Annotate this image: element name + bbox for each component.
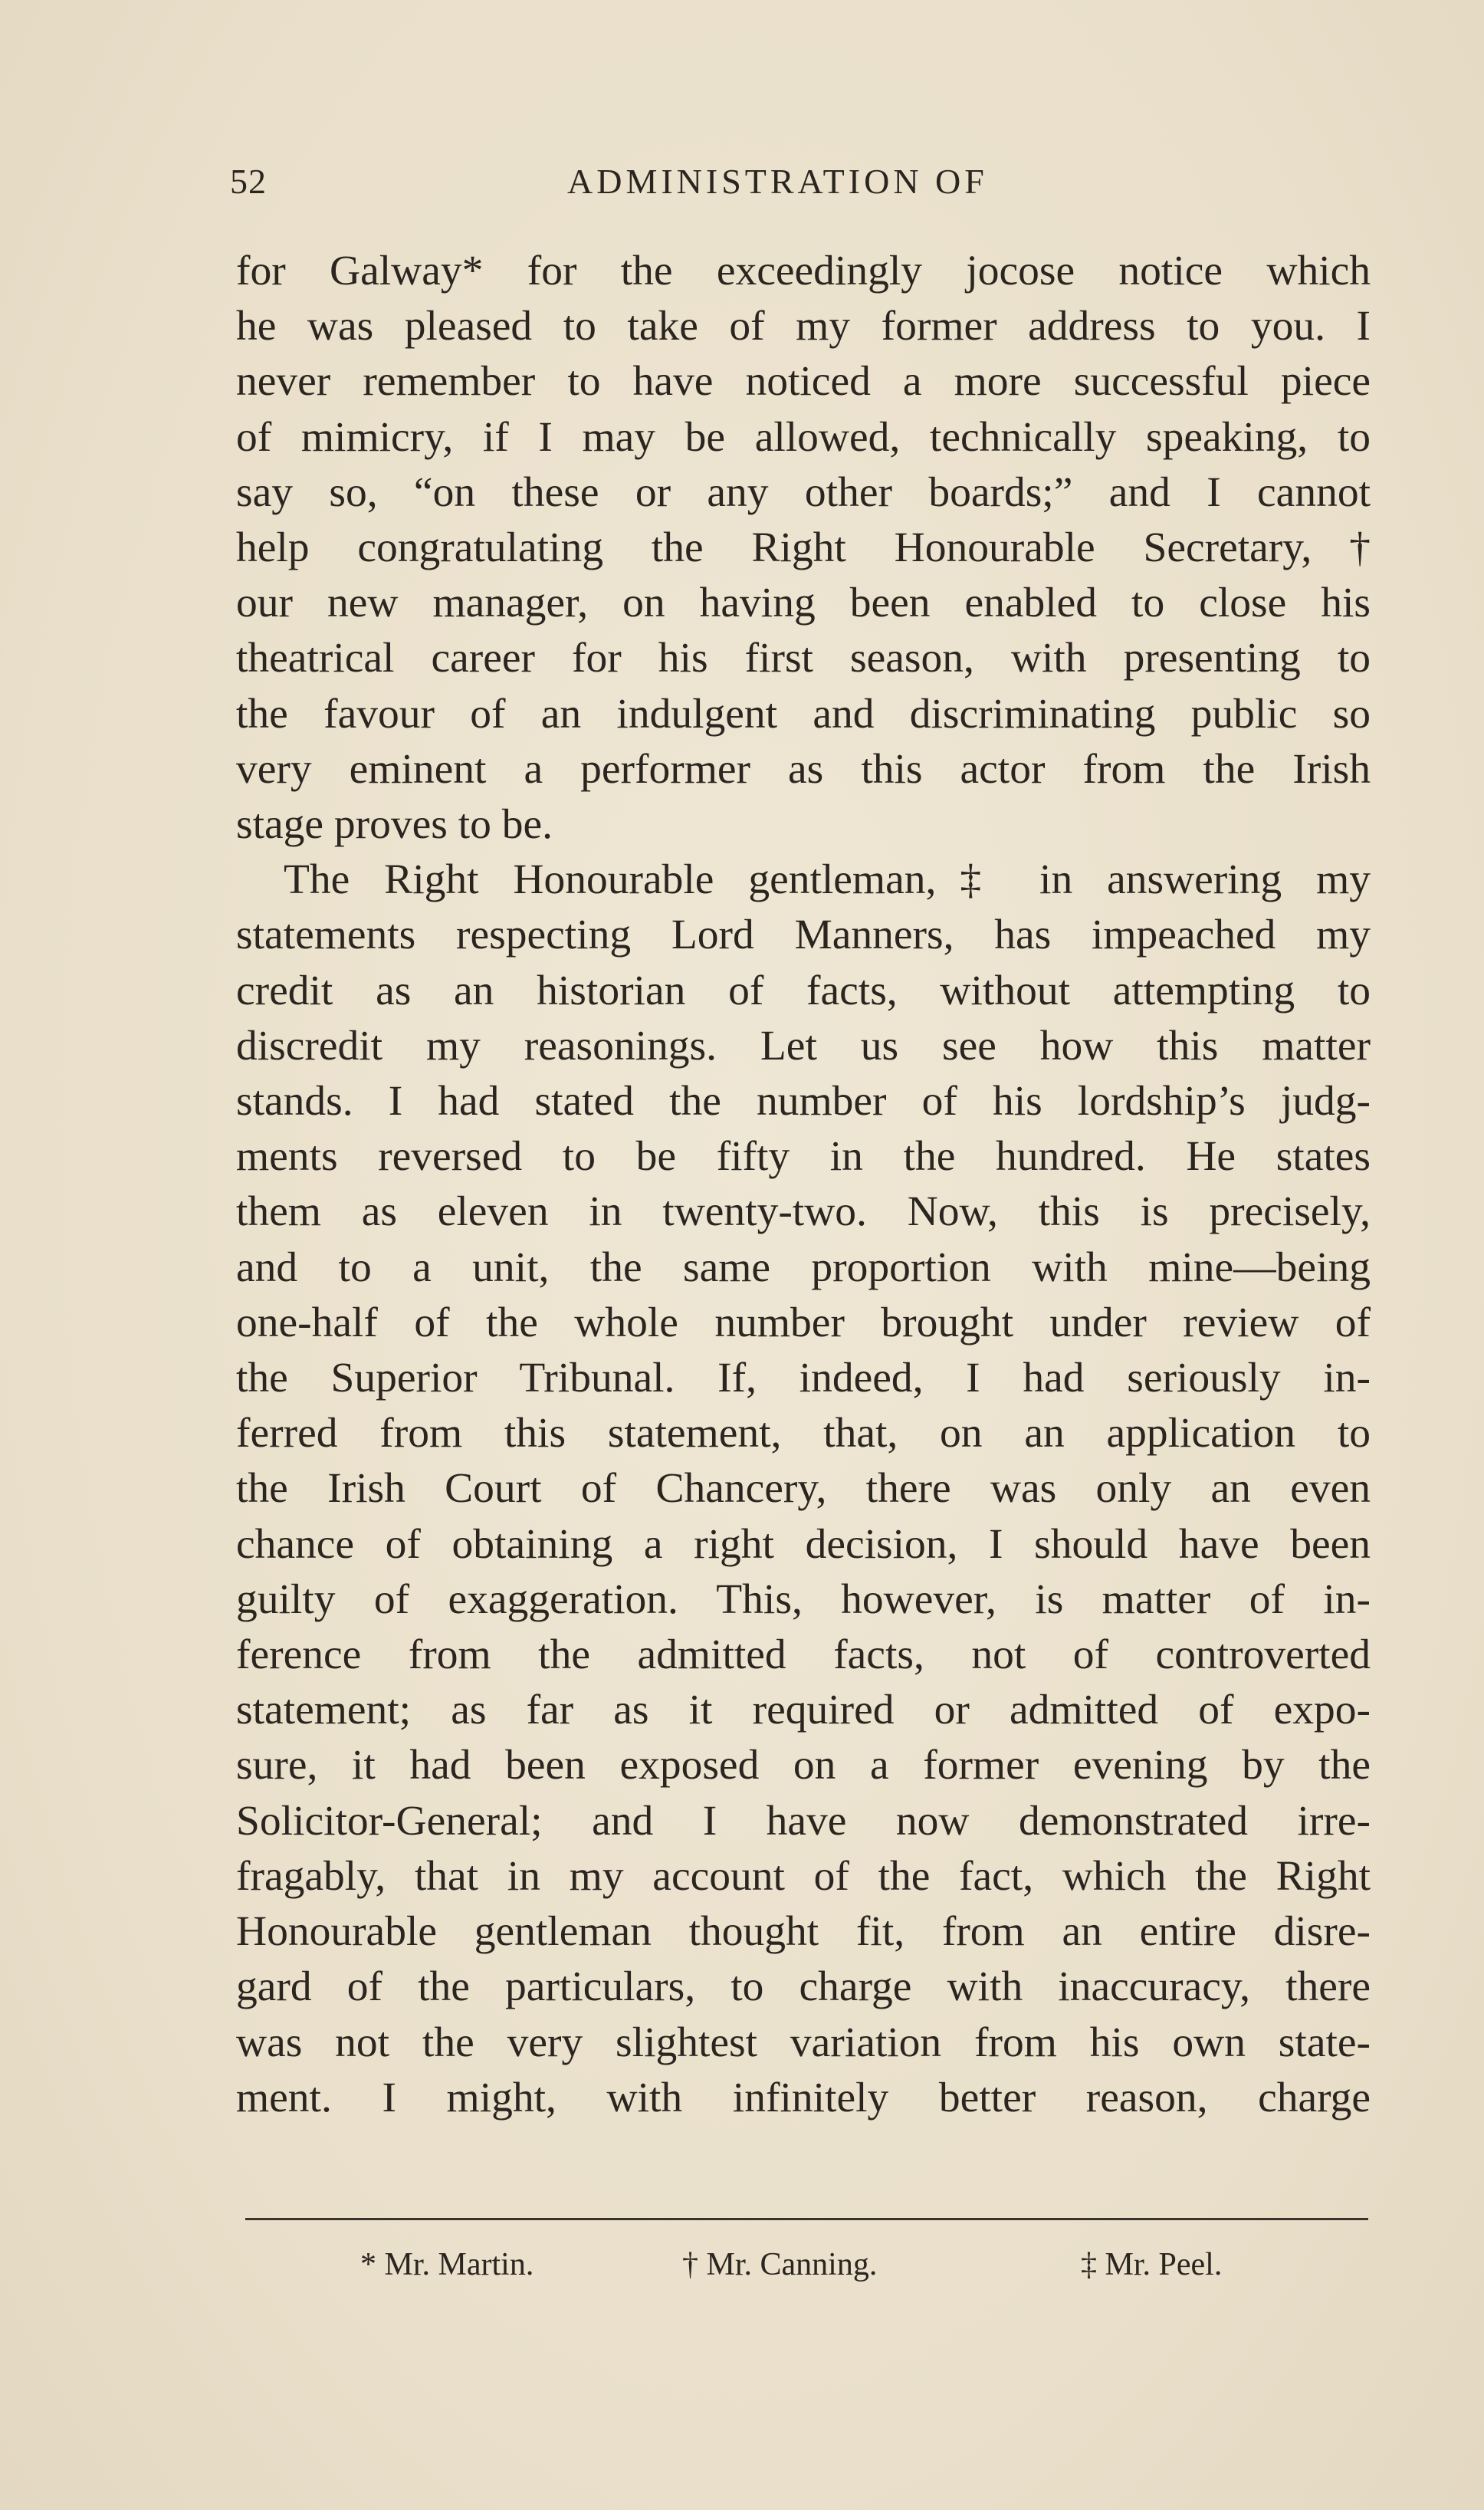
page-number: 52 <box>230 162 267 201</box>
text-line: ference from the admitted facts, not of controverted <box>236 1631 1371 1679</box>
text-line: them as eleven in twenty-two. Now, this is precisely, <box>236 1188 1371 1236</box>
text-line: gard of the particulars, to charge with inaccuracy, there <box>236 1963 1371 2011</box>
text-line: credit as an historian of facts, without attempting to <box>236 967 1371 1014</box>
footnote-rule <box>245 2218 1368 2220</box>
text-line: ment. I might, with infinitely better reason, charge <box>236 2074 1371 2121</box>
text-line: theatrical career for his first season, with presenting to <box>236 635 1371 682</box>
text-line: for Galway* for the exceedingly jocose notice which <box>236 248 1371 294</box>
body-text <box>236 244 1371 2126</box>
text-line: of mimicry, if I may be allowed, technically speaking, to <box>236 413 1371 461</box>
text-line: was not the very slightest variation from his own state- <box>236 2019 1371 2066</box>
text-line: and to a unit, the same proportion with mine—being <box>236 1244 1371 1291</box>
text-line: ferred from this statement, that, on an application to <box>236 1410 1371 1457</box>
footnote: ‡ Mr. Peel. <box>1081 2247 1223 2282</box>
text-line: statement; as far as it required or admitted of expo- <box>236 1687 1371 1734</box>
text-line: stage proves to be. <box>236 801 553 849</box>
text-line: he was pleased to take of my former address to you. I <box>236 303 1371 350</box>
text-line: the Irish Court of Chancery, there was only an even <box>236 1465 1371 1513</box>
text-line: stands. I had stated the number of his lordship’s judg- <box>236 1078 1371 1125</box>
text-line: Honourable gentleman thought fit, from an entire disre- <box>236 1908 1371 1956</box>
footnotes <box>360 2246 1280 2292</box>
text-line: Solicitor-General; and I have now demonstrated irre- <box>236 1797 1371 1845</box>
running-title: ADMINISTRATION OF <box>567 162 988 201</box>
text-line: discredit my reasonings. Let us see how this matter <box>236 1022 1371 1069</box>
text-line: ments reversed to be fifty in the hundred. He states <box>236 1133 1371 1181</box>
text-line: guilty of exaggeration. This, however, is matter of in- <box>236 1575 1371 1623</box>
footnote: * Mr. Martin. <box>360 2247 534 2282</box>
running-head <box>230 161 1380 215</box>
text-line: say so, “on these or any other boards;” and I cannot <box>236 468 1371 516</box>
text-line: statements respecting Lord Manners, has impeached my <box>236 912 1371 959</box>
text-line: chance of obtaining a right decision, I should have been <box>236 1520 1371 1568</box>
text-line: one-half of the whole number brought under review of <box>236 1299 1371 1346</box>
text-line: our new manager, on having been enabled to close his <box>236 580 1371 627</box>
text-line: never remember to have noticed a more successful piece <box>236 358 1371 406</box>
footnote: † Mr. Canning. <box>682 2247 878 2282</box>
text-line: help congratulating the Right Honourable Secretary,† <box>236 524 1371 572</box>
text-line: very eminent a performer as this actor from the Irish <box>236 745 1371 793</box>
text-line: the Superior Tribunal. If, indeed, I had seriously in- <box>236 1355 1371 1402</box>
text-line: sure, it had been exposed on a former evening by the <box>236 1742 1371 1789</box>
text-line: fragably, that in my account of the fact, which the Right <box>236 1852 1371 1900</box>
text-line: the favour of an indulgent and discriminating public so <box>236 690 1371 738</box>
text-line: The Right Honourable gentleman,‡ in answering my <box>284 856 1371 904</box>
